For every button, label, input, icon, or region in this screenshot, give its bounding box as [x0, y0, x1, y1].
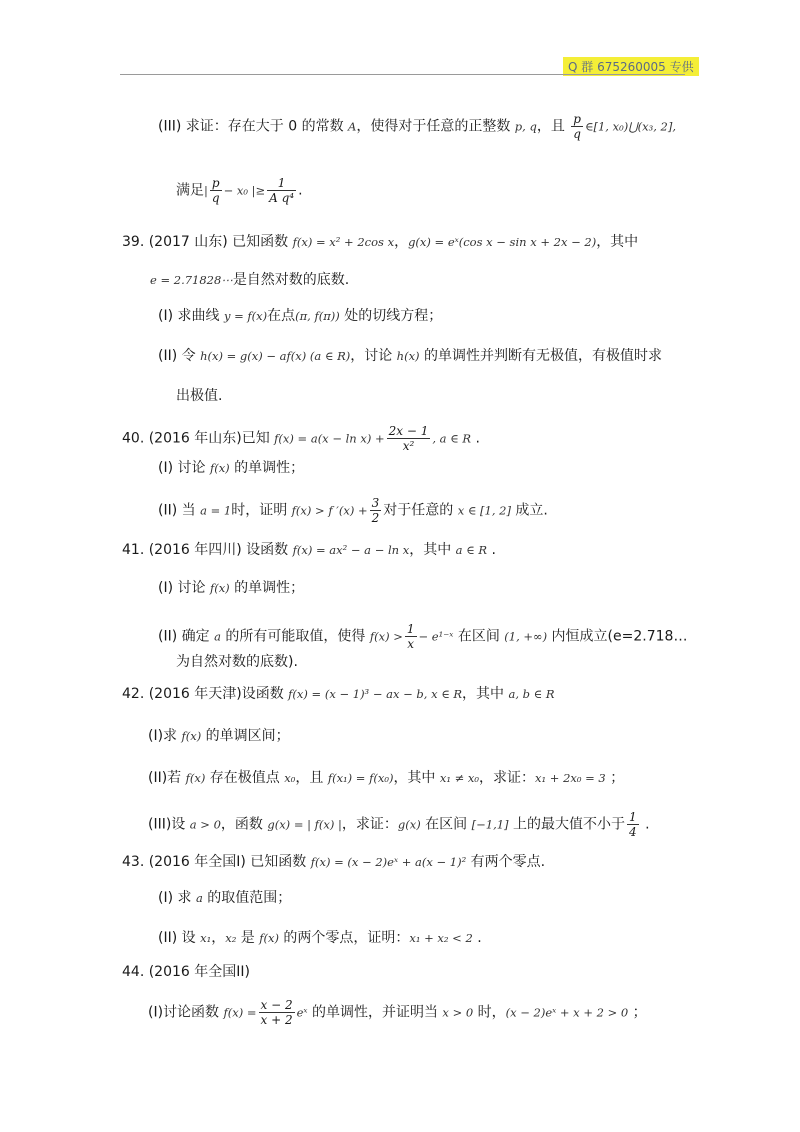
math: a > 0	[189, 817, 221, 832]
math: a	[214, 629, 221, 644]
text: (II) 当	[158, 502, 201, 519]
problem-number: 42.	[122, 686, 149, 702]
denominator: x	[407, 637, 415, 651]
problem-number: 40.	[122, 430, 149, 447]
math: x₁ + x₂ < 2	[409, 931, 473, 945]
numerator: 1	[406, 622, 415, 636]
math: f(x)	[259, 931, 279, 945]
problem-number: 43.	[122, 854, 149, 870]
problem-39-part-ii	[158, 346, 662, 366]
problem-43-part-i	[158, 888, 291, 908]
text: 的单调性并判断有无极值，有极值时求	[419, 348, 662, 364]
math: f(x) = (x − 2)eˣ + a(x − 1)²	[310, 855, 467, 869]
math: x₀	[284, 771, 296, 785]
fraction	[210, 176, 222, 205]
text: 的单调区间；	[201, 728, 290, 744]
text: 是	[236, 930, 260, 946]
problem-number: 41.	[122, 542, 149, 558]
denominator: A q⁴	[269, 191, 295, 205]
problem-41-part-ii	[158, 622, 687, 651]
text: 成立.	[510, 502, 548, 519]
problem-41-stem	[122, 540, 496, 560]
text: 内恒成立(e=2.718…	[547, 628, 688, 645]
math: [−1,1]	[471, 817, 509, 832]
math: − e¹⁻ˣ	[418, 629, 454, 644]
text: ；	[605, 770, 625, 786]
text: ，且	[295, 770, 328, 786]
text: ，使得对于任意的正整数	[356, 118, 515, 135]
problem-43-stem	[122, 852, 545, 872]
math: x₁ + 2x₀ = 3	[535, 771, 606, 785]
denominator: x + 2	[260, 1013, 293, 1027]
numerator: 1	[628, 810, 637, 824]
math: h(x) = g(x) − af(x) (a ∈ R)	[200, 349, 351, 363]
numerator: x − 2	[260, 998, 293, 1012]
problem-40-part-ii	[158, 496, 548, 525]
text: (2016 年全国I) 已知函数	[148, 854, 311, 870]
math: , a ∈ R	[432, 431, 472, 446]
text: 的单调性；	[229, 580, 305, 596]
fraction	[627, 810, 639, 839]
math: f(x) = ax² − a − ln x	[292, 543, 410, 557]
math: f(x) = a(x − ln x) +	[274, 431, 385, 446]
text: 存在极值点	[205, 770, 285, 786]
text: (I) 求	[158, 890, 196, 906]
text: (2016 年四川) 设函数	[148, 542, 293, 558]
text: (2016 年天津)设函数	[148, 686, 289, 702]
text: 在点	[267, 308, 296, 324]
text: 出极值.	[176, 388, 223, 404]
text: (II) 确定	[158, 628, 215, 645]
math: x₁ ≠ x₀	[439, 771, 480, 785]
problem-42-stem	[122, 684, 555, 704]
text: 在区间	[420, 816, 472, 833]
text: ，且	[536, 118, 570, 135]
math: p, q	[514, 119, 537, 134]
text: 的单调性，并证明当	[307, 1004, 443, 1021]
numerator: p	[573, 112, 581, 126]
problem-38-part-iii	[158, 112, 676, 141]
denominator: 4	[628, 825, 637, 839]
problem-44-part-i	[148, 998, 647, 1027]
text: ，	[211, 930, 226, 946]
text: ，	[394, 234, 409, 250]
text: .	[298, 182, 303, 199]
text: ；	[628, 1004, 647, 1021]
problem-40-part-i	[158, 458, 304, 478]
text: .	[487, 542, 496, 558]
text: 是自然对数的底数.	[232, 272, 350, 288]
math: a	[195, 891, 203, 905]
denominator: q	[573, 127, 581, 141]
problem-39-part-ii-cont	[176, 386, 222, 406]
math: x ∈ [1, 2]	[457, 503, 511, 518]
text: ，其中	[409, 542, 456, 558]
text: (II)若	[148, 770, 186, 786]
numerator: 3	[371, 496, 380, 510]
text: 的单调性；	[229, 460, 305, 476]
text: (III)设	[148, 816, 190, 833]
math: g(x)	[397, 817, 421, 832]
problem-40-stem	[122, 424, 480, 453]
text: 有两个零点.	[466, 854, 546, 870]
text: 的两个零点，证明：	[278, 930, 410, 946]
fraction	[571, 112, 583, 141]
problem-42-part-i	[148, 726, 290, 746]
math: x₂	[225, 931, 237, 945]
denominator: x²	[402, 439, 415, 453]
text: (I) 讨论	[158, 460, 210, 476]
math: x > 0	[442, 1005, 474, 1020]
problem-38-condition	[176, 176, 303, 205]
math: f(x) = x² + 2cos x	[292, 235, 395, 249]
denominator: 2	[371, 511, 380, 525]
problem-42-part-iii	[148, 810, 650, 839]
text: 对于任意的	[383, 502, 458, 519]
math: y = f(x)	[223, 309, 268, 323]
text: 上的最大值不小于	[508, 816, 625, 833]
text: ，其中	[596, 234, 639, 250]
math: f(x) > f ′(x) +	[291, 503, 368, 518]
text: 在区间	[453, 628, 505, 645]
math: f(x)	[181, 729, 202, 743]
math: g(x) = | f(x) |	[267, 817, 342, 832]
text: (III) 求证：存在大于 0 的常数	[158, 118, 349, 135]
text: 的取值范围；	[202, 890, 292, 906]
text: (II) 设	[158, 930, 201, 946]
numerator: 1	[267, 176, 296, 191]
text: .	[472, 930, 482, 946]
text: (2017 山东) 已知函数	[148, 234, 293, 250]
math: g(x) = eˣ(cos x − sin x + 2x − 2)	[408, 235, 597, 249]
text: 时，证明	[231, 502, 292, 519]
text: (2016 年全国II)	[148, 964, 250, 980]
math: e = 2.71828⋯	[150, 273, 233, 287]
fraction	[405, 622, 417, 651]
text: ，求证：	[341, 816, 398, 833]
text: ，讨论	[350, 348, 397, 364]
math: f(x)	[185, 771, 206, 785]
text: ，求证：	[479, 770, 536, 786]
math: f(x)	[209, 461, 230, 475]
math: f(x₁) = f(x₀)	[327, 771, 394, 785]
math: f(x) = (x − 1)³ − ax − b, x ∈ R	[288, 687, 463, 701]
math: − x₀ |≥	[223, 183, 266, 198]
problem-42-part-ii	[148, 768, 624, 788]
math: a = 1	[200, 503, 232, 518]
numerator: p	[211, 176, 220, 190]
problem-number: 39.	[122, 234, 149, 250]
math: a ∈ R	[455, 543, 488, 557]
math: h(x)	[396, 349, 420, 363]
problem-43-part-ii	[158, 928, 482, 948]
text: .	[471, 430, 480, 447]
math: (π, f(π))	[295, 309, 340, 323]
text: ，其中	[462, 686, 509, 702]
math: x₁	[200, 931, 212, 945]
text: (2016 年山东)已知	[148, 430, 275, 447]
text: 处的切线方程；	[339, 308, 443, 324]
math: f(x) =	[223, 1005, 257, 1020]
text: 为自然对数的底数).	[176, 654, 298, 670]
problem-39-part-i	[158, 306, 442, 326]
text: .	[640, 816, 650, 833]
text: (I)求	[148, 728, 182, 744]
header-tag: Q 群 675260005 专供	[563, 57, 699, 76]
denominator: q	[211, 191, 220, 205]
problem-44-stem	[122, 962, 250, 982]
text: (I) 讨论	[158, 580, 210, 596]
math: eˣ	[296, 1005, 308, 1020]
problem-41-part-i	[158, 578, 304, 598]
math: |	[204, 183, 208, 198]
text: ，其中	[393, 770, 440, 786]
math: ∈[1, x₀)⋃(x₃, 2],	[584, 119, 676, 134]
text: (II) 令	[158, 348, 201, 364]
math: f(x) >	[369, 629, 403, 644]
math: A	[348, 119, 357, 134]
fraction	[259, 998, 295, 1027]
text: 满足	[176, 182, 204, 199]
fraction	[370, 496, 382, 525]
fraction	[387, 424, 431, 453]
header-rule	[120, 74, 685, 75]
text: (I)讨论函数	[148, 1004, 224, 1021]
math: a, b ∈ R	[508, 687, 555, 701]
numerator: 2x − 1	[388, 424, 429, 438]
math: (1, +∞)	[504, 629, 548, 644]
fraction	[267, 176, 296, 205]
problem-39-stem	[122, 232, 638, 252]
problem-39-stem-cont	[150, 270, 349, 290]
text: 的所有可能取值，使得	[220, 628, 370, 645]
math: (x − 2)eˣ + x + 2 > 0	[505, 1005, 629, 1020]
problem-41-part-ii-cont	[176, 652, 298, 672]
text: ，函数	[220, 816, 268, 833]
problem-number: 44.	[122, 964, 149, 980]
text: (I) 求曲线	[158, 308, 224, 324]
math: f(x)	[209, 581, 230, 595]
text: 时，	[473, 1004, 506, 1021]
